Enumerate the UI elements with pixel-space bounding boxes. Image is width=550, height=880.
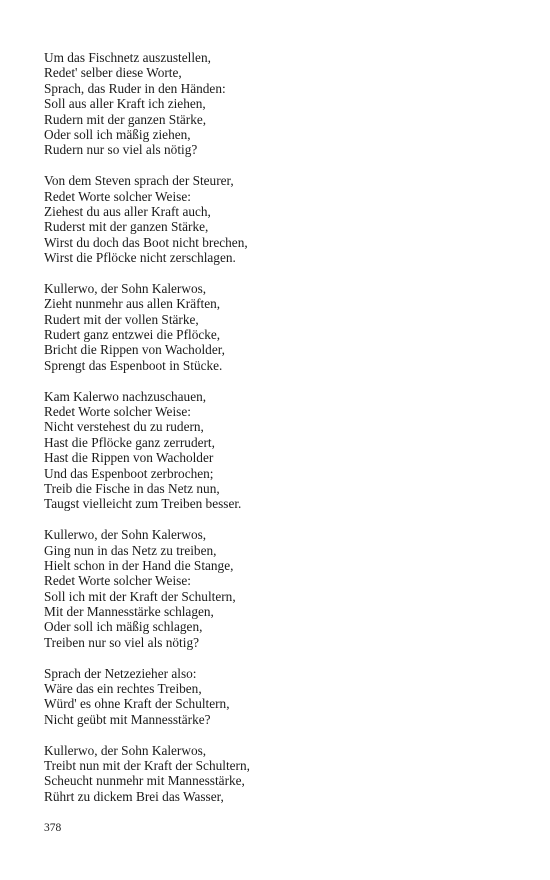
verse-line: Soll ich mit der Kraft der Schultern, (44, 588, 236, 604)
verse-line: Treib die Fische in das Netz nun, (44, 480, 220, 496)
verse-line: Oder soll ich mäßig schlagen, (44, 619, 203, 635)
stanza (44, 743, 514, 805)
verse-line: Nicht geübt mit Mannesstärke? (44, 711, 211, 727)
verse-line: Ziehest du aus aller Kraft auch, (44, 203, 211, 219)
verse-line: Zieht nunmehr aus allen Kräften, (44, 296, 221, 312)
verse-line: Hielt schon in der Hand die Stange, (44, 557, 234, 573)
verse-line: Soll aus aller Kraft ich ziehen, (44, 96, 206, 112)
verse-line: Redet Worte solcher Weise: (44, 188, 191, 204)
verse-line: Rudern mit der ganzen Stärke, (44, 111, 207, 127)
verse-line: Taugst vielleicht zum Treiben besser. (44, 496, 242, 512)
verse-line: Und das Espenboot zerbrochen; (44, 465, 214, 481)
verse-line: Wäre das ein rechtes Treiben, (44, 681, 202, 697)
verse-line: Bricht die Rippen von Wacholder, (44, 342, 225, 358)
verse-line: Sprengt das Espenboot in Stücke. (44, 357, 223, 373)
verse-line: Treiben nur so viel als nötig? (44, 634, 199, 650)
verse-line: Wirst du doch das Boot nicht brechen, (44, 234, 248, 250)
verse-line: Kullerwo, der Sohn Kalerwos, (44, 742, 207, 758)
stanza (44, 173, 514, 265)
verse-line: Rührt zu dickem Brei das Wasser, (44, 788, 224, 804)
page-number: 378 (44, 822, 62, 834)
verse-line: Kullerwo, der Sohn Kalerwos, (44, 280, 207, 296)
stanza (44, 389, 514, 512)
poem-text (44, 50, 514, 820)
verse-line: Von dem Steven sprach der Steurer, (44, 173, 234, 189)
verse-line: Scheucht nunmehr mit Mannesstärke, (44, 773, 245, 789)
verse-line: Sprach der Netzezieher also: (44, 665, 197, 681)
verse-line: Redet Worte solcher Weise: (44, 573, 191, 589)
verse-line: Rudert ganz entzwei die Pflöcke, (44, 327, 221, 343)
verse-line: Oder soll ich mäßig ziehen, (44, 126, 191, 142)
verse-line: Sprach, das Ruder in den Händen: (44, 80, 226, 96)
verse-line: Rudert mit der vollen Stärke, (44, 311, 199, 327)
verse-line: Ging nun in das Netz zu treiben, (44, 542, 217, 558)
verse-line: Würd' es ohne Kraft der Schultern, (44, 696, 230, 712)
verse-line: Redet' selber diese Worte, (44, 65, 182, 81)
stanza (44, 527, 514, 650)
verse-line: Um das Fischnetz auszustellen, (44, 50, 211, 65)
verse-line: Ruderst mit der ganzen Stärke, (44, 219, 209, 235)
verse-line: Rudern nur so viel als nötig? (44, 142, 198, 158)
stanza (44, 50, 514, 158)
verse-line: Hast die Rippen von Wacholder (44, 450, 214, 466)
stanza (44, 666, 514, 728)
stanza (44, 281, 514, 373)
verse-line: Kam Kalerwo nachzuschauen, (44, 388, 207, 404)
verse-line: Treibt nun mit der Kraft der Schultern, (44, 757, 250, 773)
verse-line: Kullerwo, der Sohn Kalerwos, (44, 527, 207, 543)
verse-line: Mit der Mannesstärke schlagen, (44, 604, 214, 620)
verse-line: Nicht verstehest du zu rudern, (44, 419, 204, 435)
verse-line: Hast die Pflöcke ganz zerrudert, (44, 434, 215, 450)
verse-line: Redet Worte solcher Weise: (44, 403, 191, 419)
verse-line: Wirst die Pflöcke nicht zerschlagen. (44, 250, 236, 266)
